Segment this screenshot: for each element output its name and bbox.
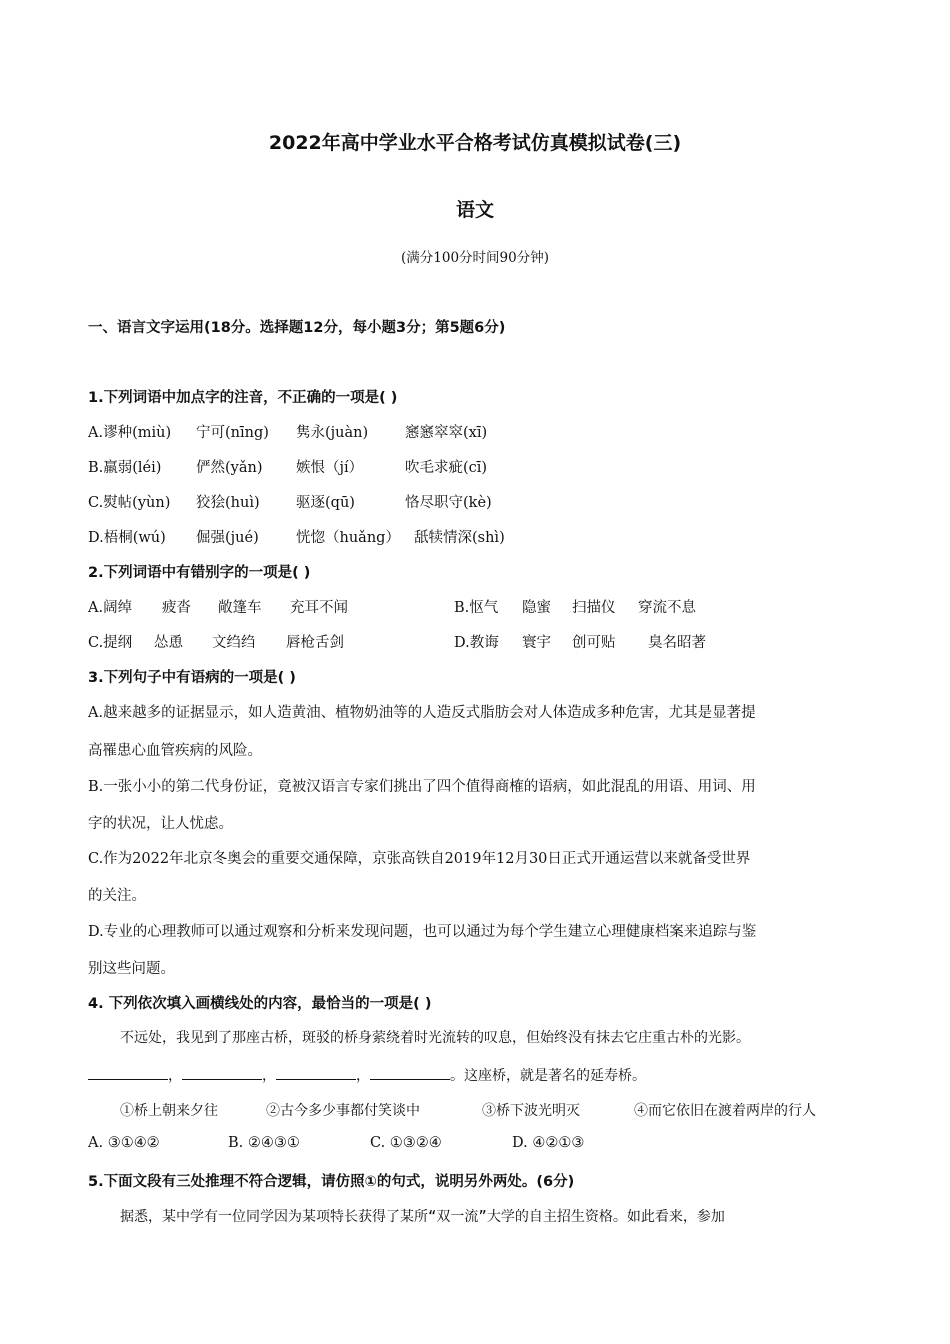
section-heading: 一、语言文字运用(18分。选择题12分，每小题3分；第5题6分)	[88, 320, 506, 336]
question-2-stem: 2.下列词语中有错别字的一项是( )	[88, 565, 311, 581]
question-3-option-d-line1: D.专业的心理教师可以通过观察和分析来发现问题，也可以通过为每个学生建立心理健康档案来追踪与鉴	[88, 924, 757, 940]
question-1-option-b: B.羸弱(léi) 俨然(yǎn) 嫉恨（jí） 吹毛求疵(cī)	[88, 460, 488, 476]
question-4-items: ①桥上朝来夕往 ②古今多少事都付笑谈中 ③桥下波光明灭 ④而它依旧在渡着两岸的行人	[120, 1103, 816, 1119]
question-3-option-a-line2: 高罹患心血管疾病的风险。	[88, 743, 262, 759]
fill-blank	[182, 1065, 262, 1080]
question-4-choices: A. ③①④② B. ②④③① C. ①③②④ D. ④②①③	[88, 1135, 585, 1151]
question-3-option-c-line1: C.作为2022年北京冬奥会的重要交通保障，京张高铁自2019年12月30日正式开通运营以来就备受世界	[88, 851, 751, 867]
question-2-options-cd: C.提纲 怂恿 文绉绉 唇枪舌剑 D.教诲 寰宇 创可贴 臭名昭著	[88, 635, 706, 651]
question-3-option-a-line1: A.越来越多的证据显示，如人造黄油、植物奶油等的人造反式脂肪会对人体造成多种危害，尤其是显著提	[88, 705, 756, 721]
question-1-option-a: A.谬种(miù) 宁可(nīng) 隽永(juàn) 窸窸窣窣(xī)	[88, 425, 488, 441]
question-3-option-b-line1: B.一张小小的第二代身份证，竟被汉语言专家们挑出了四个值得商榷的语病，如此混乱的用语、用词、用	[88, 779, 756, 795]
question-1-option-d: D.梧桐(wú) 倔强(jué) 恍惚（huǎng） 舐犊情深(shì)	[88, 530, 505, 546]
question-3-option-b-line2: 字的状况，让人忧虑。	[88, 816, 233, 832]
question-3-option-c-line2: 的关注。	[88, 888, 146, 904]
fill-blank	[88, 1065, 168, 1080]
question-5-stem: 5.下面文段有三处推理不符合逻辑，请仿照①的句式，说明另外两处。(6分)	[88, 1174, 575, 1190]
question-3-stem: 3.下列句子中有语病的一项是( )	[88, 670, 296, 686]
question-4-stem: 4. 下列依次填入画横线处的内容，最恰当的一项是( )	[88, 996, 432, 1012]
question-5-passage: 据悉，某中学有一位同学因为某项特长获得了某所“双一流”大学的自主招生资格。如此看来，参加	[120, 1209, 725, 1225]
question-2-options-ab: A.阔绰 疲沓 敞篷车 充耳不闻 B.怄气 隐蜜 扫描仪 穿流不息	[88, 600, 696, 616]
fill-blank	[370, 1065, 450, 1080]
score-time-note: (满分100分时间90分钟)	[401, 250, 549, 266]
question-4-passage-line2: ， ， ， 。这座桥，就是著名的延寿桥。	[88, 1065, 646, 1085]
subject-title: 语文	[455, 199, 494, 221]
fill-blank	[276, 1065, 356, 1080]
exam-title: 2022年高中学业水平合格考试仿真模拟试卷(三)	[268, 132, 682, 154]
question-4-passage-line1: 不远处，我见到了那座古桥，斑驳的桥身萦绕着时光流转的叹息，但始终没有抹去它庄重古朴的光影。	[120, 1030, 750, 1046]
question-3-option-d-line2: 别这些问题。	[88, 961, 175, 977]
question-1-option-c: C.熨帖(yùn) 狡狯(huì) 驱逐(qū) 恪尽职守(kè)	[88, 495, 492, 511]
question-1-stem: 1.下列词语中加点字的注音，不正确的一项是( )	[88, 390, 398, 406]
